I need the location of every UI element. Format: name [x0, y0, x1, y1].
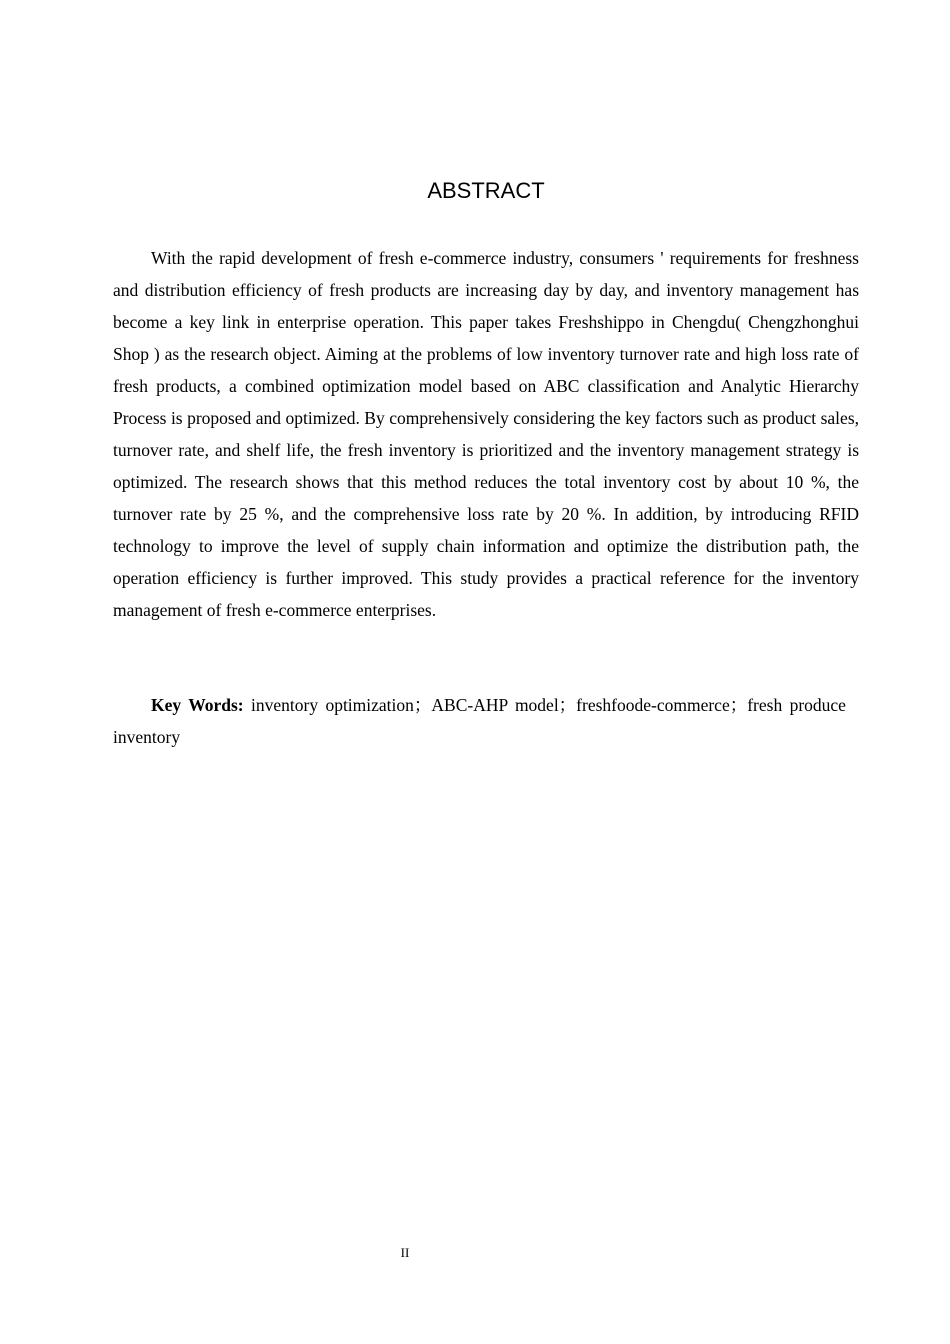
page-number: II — [400, 1245, 410, 1260]
keywords-label: Key Words: — [151, 695, 244, 715]
keywords-line — [113, 689, 853, 753]
abstract-paragraph: With the rapid development of fresh e-commerce industry, consumers ' requirements for freshness and distribution efficiency of fresh products are increasing day by day, and inventory management has become a key link in enterprise operation. This paper takes Freshshippo in Chengdu( Chengzhonghui Shop ) as the research object. Aiming at the problems of low inventory turnover rate and high loss rate of fresh products, a combined optimization model based on ABC classification and Analytic Hierarchy Process is proposed and optimized. By comprehensively considering the key factors such as product sales, turnover rate, and shelf life, the fresh inventory is prioritized and the inventory management strategy is optimized. The research shows that this method reduces the total inventory cost by about 10 %, the turnover rate by 25 %, and the comprehensive loss rate by 20 %. In addition, by introducing RFID technology to improve the level of supply chain information and optimize the distribution path, the operation efficiency is further improved. This study provides a practical reference for the inventory management of fresh e-commerce enterprises. — [113, 248, 859, 620]
keywords-list: inventory optimization；ABC-AHP model；freshfoode-commerce；fresh produce inventory — [113, 695, 846, 747]
abstract-heading: ABSTRACT — [427, 178, 545, 203]
